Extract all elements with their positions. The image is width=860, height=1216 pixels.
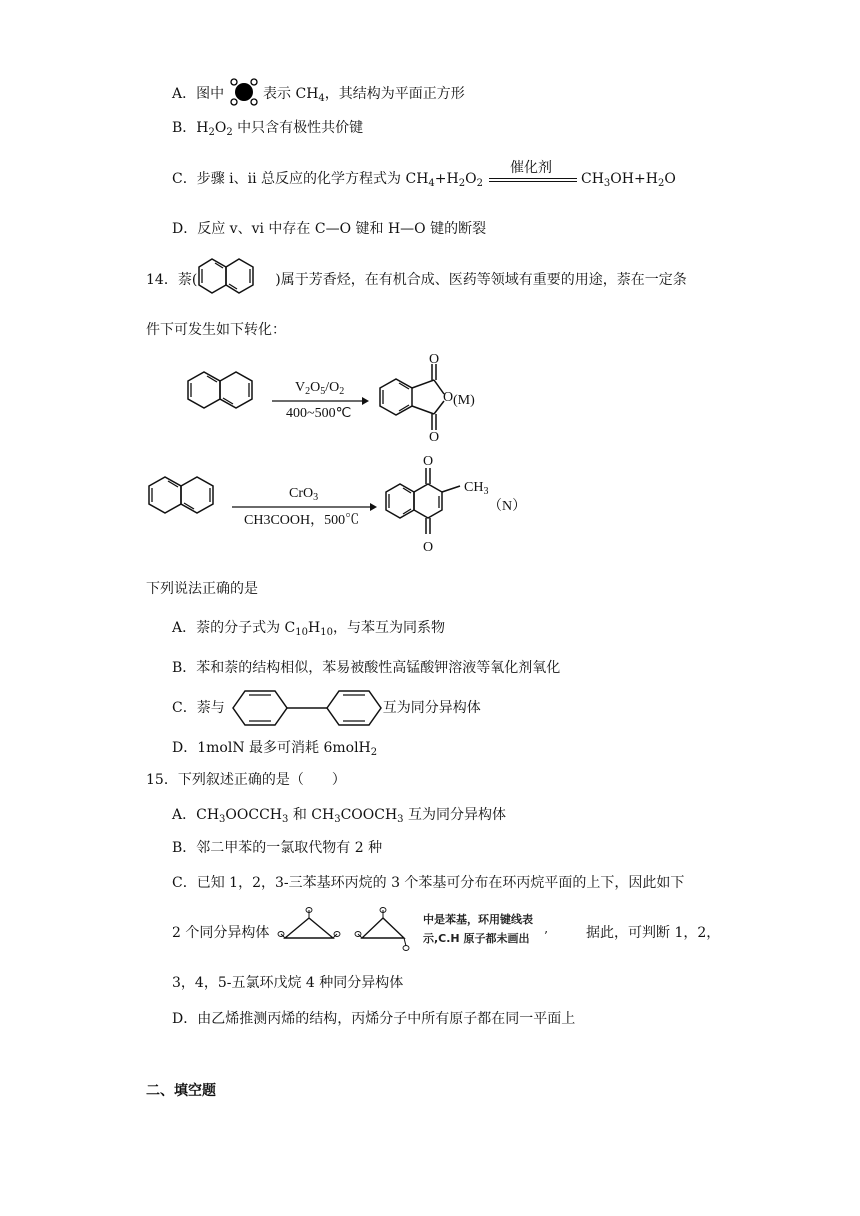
naphthalene-inline-structure <box>189 255 269 305</box>
methane-model-icon <box>229 77 259 107</box>
reaction-2-product-naphthoquinone <box>380 450 490 560</box>
q14-question: 下列说法正确的是 <box>146 581 258 597</box>
catalyst-label: 催化剂 <box>510 160 552 176</box>
catalyst-equals-sign <box>489 178 577 182</box>
q15-option-c-line1: C．已知 1，2，3-三苯基环丙烷的 3 个苯基可分布在环丙烷平面的上下，因此如下 <box>172 875 685 891</box>
q15-option-d: D．由乙烯推测丙烯的结构，丙烯分子中所有原子都在同一平面上 <box>172 1011 576 1027</box>
reaction-1-o-bottom: O <box>429 430 440 445</box>
q15-option-c-line2-pre: 2 个同分异构体 <box>172 925 270 941</box>
hydrogen-atom <box>231 99 237 105</box>
reaction-2-reagent: CrO$_3$ <box>289 486 319 503</box>
q13-option-b: B．$H_2O_2$ 中只含有极性共价键 <box>172 120 364 138</box>
reaction-1-condition: 400~500℃ <box>286 406 352 421</box>
hydrogen-atom <box>251 79 257 85</box>
q13-option-d: D．反应 v、vi 中存在 C—O 键和 H—O 键的断裂 <box>172 221 487 237</box>
reaction-2-naphthalene <box>141 470 231 540</box>
cyclopropane-isomer-2 <box>352 906 422 956</box>
q15-stem: 15．下列叙述正确的是（ ） <box>146 772 346 788</box>
reaction-2-o-top: O <box>423 454 434 469</box>
hydrogen-atom <box>231 79 237 85</box>
reaction-1-naphthalene <box>180 365 270 435</box>
q15-option-a: A．$CH_3OOCCH_3$ 和 $CH_3COOCH_3$ 互为同分异构体 <box>172 807 506 825</box>
q13-option-c-products: $CH_3OH+H_2O$ <box>581 171 676 189</box>
q15-option-c-line2-post: 据此，可判断 1，2， <box>586 925 721 941</box>
carbon-atom <box>235 83 253 101</box>
phenyl-note-line1: 中是苯基，环用键线表 <box>423 913 533 926</box>
q15-option-c-line3: 3，4，5-五氯环戊烷 4 种同分异构体 <box>172 975 404 991</box>
reaction-1-o-top: O <box>429 352 440 367</box>
reaction-2-o-bottom: O <box>423 540 434 555</box>
biphenyl-structure <box>229 688 389 728</box>
reaction-2-label: （N） <box>488 499 527 514</box>
reaction-1-label: (M) <box>453 393 475 408</box>
phenyl-note-comma: ’ <box>544 929 548 943</box>
phenyl-note <box>423 910 573 948</box>
q14-intro-line2: 件下可发生如下转化： <box>146 322 286 338</box>
reaction-1-o-ring: O <box>443 390 454 405</box>
section-title: 二、填空题 <box>146 1083 216 1099</box>
q13-option-c: C．步骤 i、ii 总反应的化学方程式为 $CH_4+H_2O_2$ <box>172 171 483 189</box>
reaction-2-methyl: $CH_3$ <box>464 480 489 497</box>
reaction-2-condition: CH3COOH，500℃ <box>244 513 360 528</box>
q14-option-a: A．萘的分子式为 $C_{10}H_{10}$，与苯互为同系物 <box>172 620 445 638</box>
hydrogen-atom <box>251 99 257 105</box>
cyclopropane-isomer-1 <box>275 906 345 950</box>
q14-option-b: B．苯和萘的结构相似，苯易被酸性高锰酸钾溶液等氧化剂氧化 <box>172 660 561 676</box>
q15-option-b: B．邻二甲苯的一氯取代物有 2 种 <box>172 840 383 856</box>
phenyl-note-line2: 示,C.H 原子都未画出 <box>423 932 530 945</box>
reaction-1-reagent: $V_2O_5/O_2$ <box>295 380 345 397</box>
q13-option-a: A．图中 表示 $CH_4$，其结构为平面正方形 <box>172 79 465 109</box>
q14-option-c: C．萘与 互为同分异构体 <box>172 700 481 716</box>
q14-option-d: D．1molN 最多可消耗 6molH$_2$ <box>172 740 378 758</box>
q14-intro: 14．萘( )属于芳香烃，在有机合成、医药等领域有重要的用途，萘在一定条 <box>146 272 687 288</box>
